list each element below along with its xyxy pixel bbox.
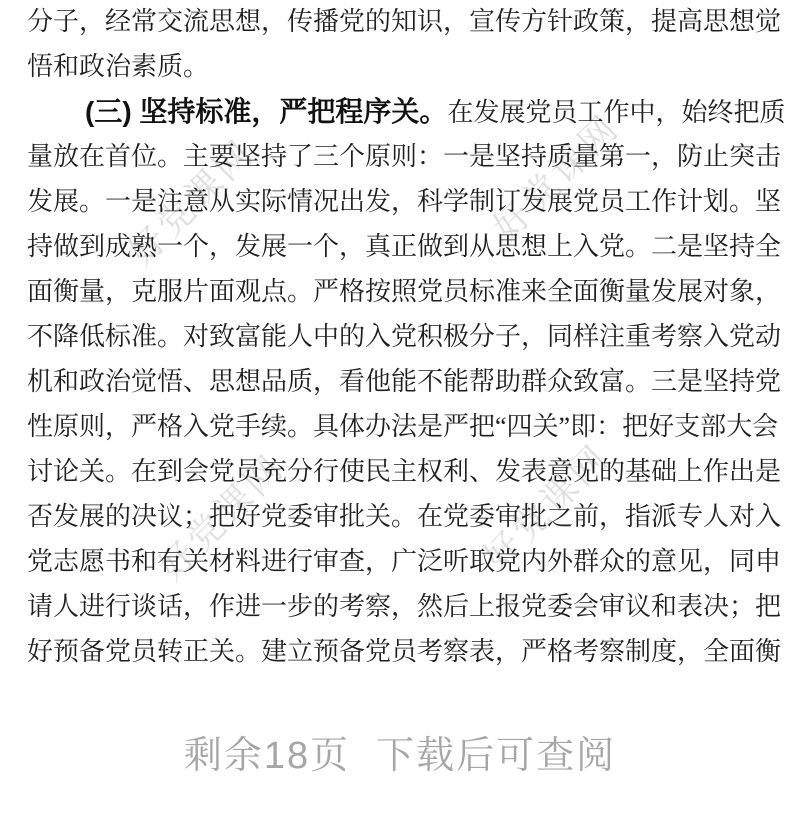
remaining-pages-label: 剩余18页 [183, 735, 351, 777]
document-line [27, 407, 779, 452]
document-line [27, 317, 782, 362]
line-text: 机和政治觉悟、思想品质，看他能不能帮助群众致富。三是坚持党 [27, 367, 782, 396]
document-line [27, 632, 782, 677]
line-text: 分子，经常交流思想，传播党的知识，宣传方针政策，提高思想觉 [27, 7, 782, 36]
line-text: 请人进行谈话，作进一步的考察，然后上报党委会审议和表决；把 [27, 592, 782, 621]
line-text: 讨论关。在到会党员充分行使民主权利、发表意见的基础上作出是 [27, 457, 782, 486]
download-hint-label: 下载后可查阅 [376, 735, 617, 777]
site-watermark: 好党课网 [486, 106, 628, 248]
document-body [27, 2, 786, 677]
document-line [27, 227, 782, 272]
document-line [27, 182, 782, 227]
document-line [27, 587, 782, 632]
document-line [27, 47, 775, 92]
site-watermark: 好党课网 [121, 131, 263, 273]
document-line [27, 452, 782, 497]
line-text: 发展。一是注意从实际情况出发，科学制订发展党员工作计划。坚 [27, 187, 782, 216]
document-line [27, 497, 782, 542]
site-watermark: 好党课网 [151, 446, 293, 588]
document-line [27, 362, 782, 407]
document-line [27, 542, 782, 587]
pagination-notice [0, 724, 800, 779]
document-line [27, 92, 786, 137]
line-text: 否发展的决议；把好党委审批关。在党委审批之前，指派专人对入 [27, 502, 782, 531]
line-text: 好预备党员转正关。建立预备党员考察表，严格考察制度，全面衡 [27, 637, 782, 666]
line-text: 量放在首位。主要坚持了三个原则：一是坚持质量第一，防止突击 [27, 142, 782, 171]
site-watermark: 好党课网 [476, 436, 618, 578]
line-text: 在发展党员工作中，始终把质 [447, 98, 786, 127]
document-line [27, 2, 782, 47]
section-heading: (三) 坚持标准，严把程序关。 [85, 96, 448, 127]
line-text: 面衡量，克服片面观点。严格按照党员标准来全面衡量发展对象， [27, 277, 782, 306]
line-text: 性原则，严格入党手续。具体办法是严把“四关”即：把好支部大会 [27, 412, 779, 441]
document-line [27, 272, 782, 317]
line-text: 不降低标准。对致富能人中的入党积极分子，同样注重考察入党动 [27, 322, 782, 351]
document-line [27, 137, 782, 182]
line-text: 持做到成熟一个，发展一个，真正做到从思想上入党。二是坚持全 [27, 232, 782, 261]
line-text: 悟和政治素质。 [27, 52, 210, 81]
line-text: 党志愿书和有关材料进行审查，广泛听取党内外群众的意见，同申 [27, 547, 782, 576]
